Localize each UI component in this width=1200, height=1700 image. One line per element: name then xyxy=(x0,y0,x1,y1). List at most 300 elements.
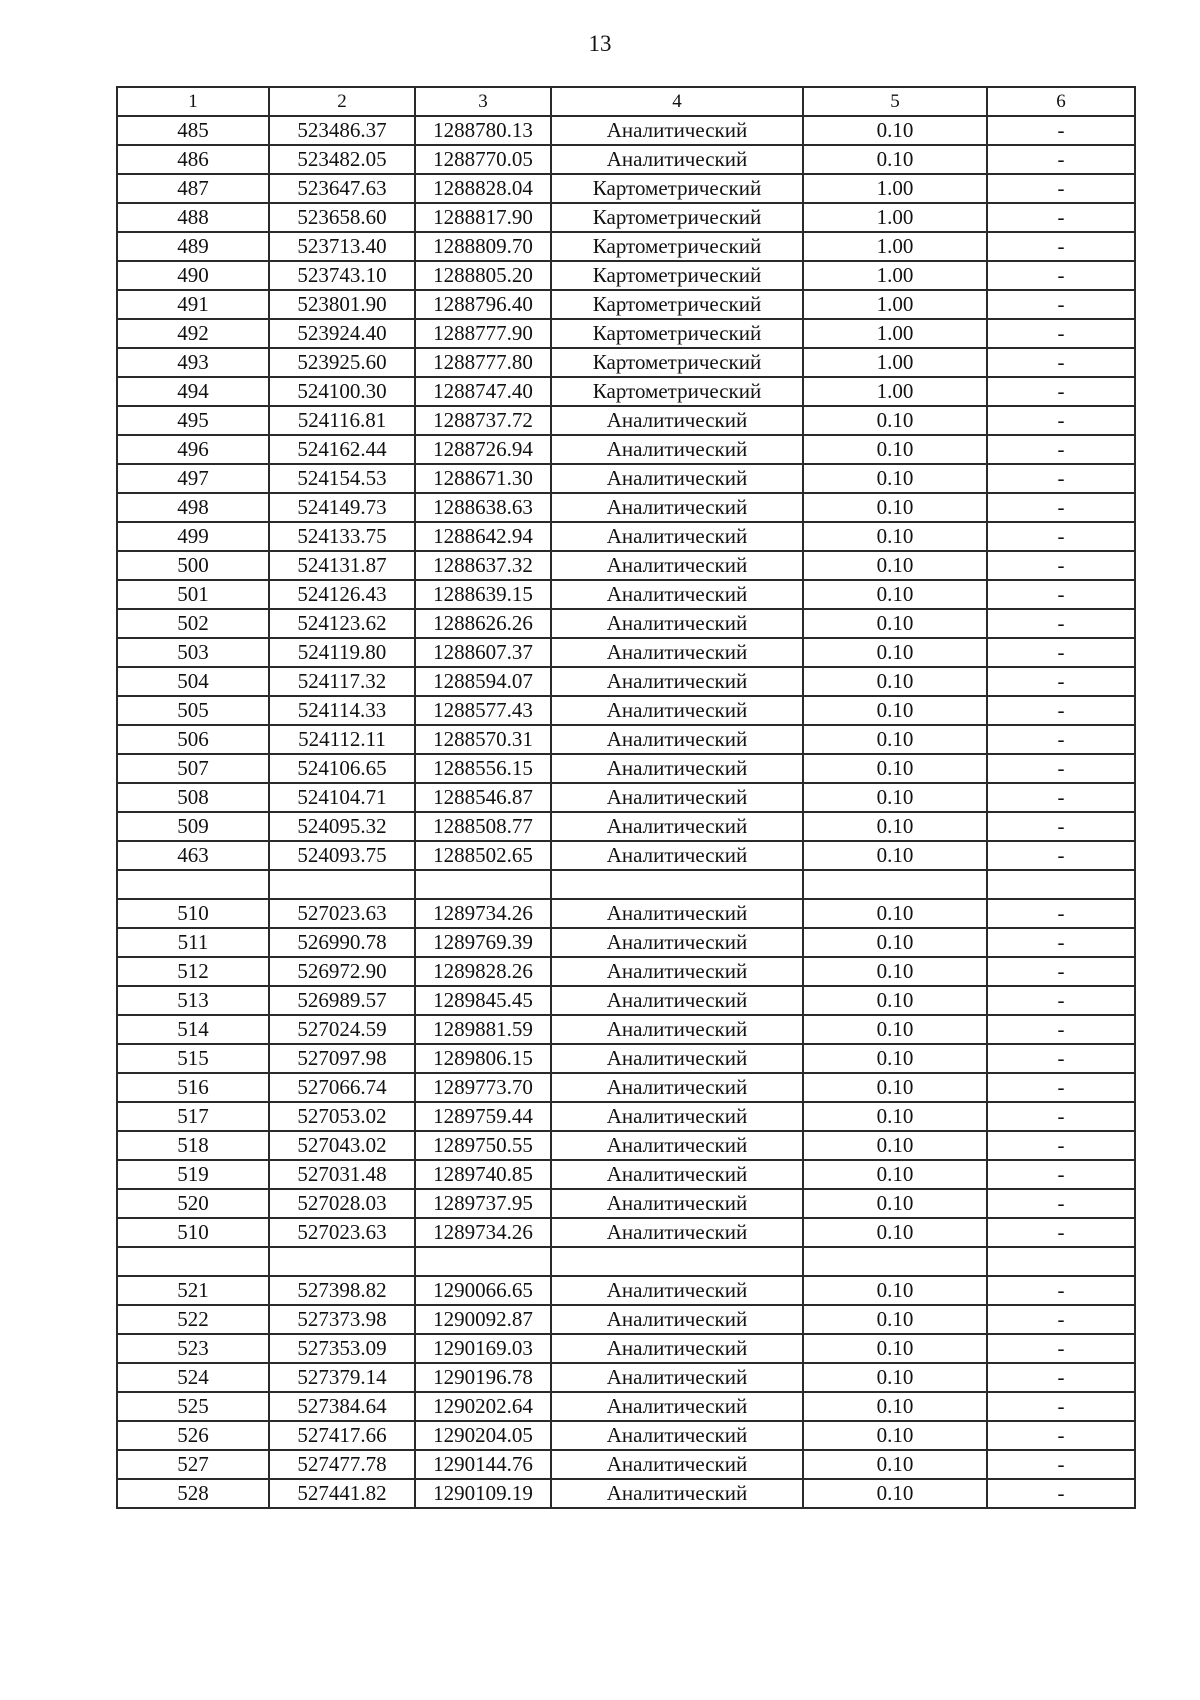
cell-point-number: 502 xyxy=(117,609,269,638)
cell-y-coordinate: 1288777.80 xyxy=(415,348,551,377)
table-row xyxy=(117,406,1135,435)
cell-method: Картометрический xyxy=(551,319,803,348)
cell-description: - xyxy=(987,348,1135,377)
cell-description: - xyxy=(987,174,1135,203)
table-row xyxy=(117,1102,1135,1131)
cell-description xyxy=(987,1247,1135,1276)
cell-y-coordinate: 1288570.31 xyxy=(415,725,551,754)
column-header: 5 xyxy=(803,87,987,116)
cell-x-coordinate: 527384.64 xyxy=(269,1392,415,1421)
cell-method: Аналитический xyxy=(551,609,803,638)
cell-description: - xyxy=(987,1479,1135,1508)
cell-y-coordinate: 1288607.37 xyxy=(415,638,551,667)
cell-y-coordinate: 1288546.87 xyxy=(415,783,551,812)
cell-method: Аналитический xyxy=(551,551,803,580)
table-row xyxy=(117,841,1135,870)
cell-y-coordinate: 1288577.43 xyxy=(415,696,551,725)
cell-description: - xyxy=(987,493,1135,522)
cell-x-coordinate: 524114.33 xyxy=(269,696,415,725)
cell-accuracy: 0.10 xyxy=(803,1363,987,1392)
cell-method: Картометрический xyxy=(551,377,803,406)
cell-method: Аналитический xyxy=(551,1073,803,1102)
cell-accuracy: 1.00 xyxy=(803,232,987,261)
cell-y-coordinate: 1289737.95 xyxy=(415,1189,551,1218)
column-header: 6 xyxy=(987,87,1135,116)
cell-x-coordinate: 527398.82 xyxy=(269,1276,415,1305)
column-header: 2 xyxy=(269,87,415,116)
table-row xyxy=(117,261,1135,290)
cell-y-coordinate: 1289828.26 xyxy=(415,957,551,986)
cell-point-number: 498 xyxy=(117,493,269,522)
cell-accuracy xyxy=(803,870,987,899)
cell-description: - xyxy=(987,638,1135,667)
cell-x-coordinate: 527043.02 xyxy=(269,1131,415,1160)
cell-method: Аналитический xyxy=(551,522,803,551)
cell-accuracy: 0.10 xyxy=(803,1305,987,1334)
cell-x-coordinate: 526990.78 xyxy=(269,928,415,957)
cell-x-coordinate: 524093.75 xyxy=(269,841,415,870)
cell-x-coordinate: 524116.81 xyxy=(269,406,415,435)
cell-description: - xyxy=(987,551,1135,580)
table-row xyxy=(117,1363,1135,1392)
table-row xyxy=(117,1044,1135,1073)
cell-point-number xyxy=(117,1247,269,1276)
table-row xyxy=(117,522,1135,551)
cell-y-coordinate: 1289734.26 xyxy=(415,899,551,928)
cell-description: - xyxy=(987,725,1135,754)
cell-x-coordinate: 524162.44 xyxy=(269,435,415,464)
table-row-separator xyxy=(117,870,1135,899)
cell-y-coordinate: 1288809.70 xyxy=(415,232,551,261)
cell-method: Аналитический xyxy=(551,406,803,435)
cell-accuracy: 0.10 xyxy=(803,638,987,667)
cell-accuracy: 1.00 xyxy=(803,377,987,406)
cell-accuracy xyxy=(803,1247,987,1276)
cell-accuracy: 0.10 xyxy=(803,1276,987,1305)
cell-y-coordinate: 1289845.45 xyxy=(415,986,551,1015)
cell-description: - xyxy=(987,319,1135,348)
cell-point-number: 524 xyxy=(117,1363,269,1392)
table-row xyxy=(117,986,1135,1015)
cell-accuracy: 0.10 xyxy=(803,493,987,522)
cell-y-coordinate: 1288639.15 xyxy=(415,580,551,609)
table-row xyxy=(117,957,1135,986)
table-row xyxy=(117,1131,1135,1160)
cell-point-number: 510 xyxy=(117,899,269,928)
cell-y-coordinate: 1288642.94 xyxy=(415,522,551,551)
cell-y-coordinate: 1288747.40 xyxy=(415,377,551,406)
cell-point-number: 526 xyxy=(117,1421,269,1450)
table-row xyxy=(117,1334,1135,1363)
cell-y-coordinate: 1289740.85 xyxy=(415,1160,551,1189)
cell-x-coordinate: 524131.87 xyxy=(269,551,415,580)
cell-point-number: 507 xyxy=(117,754,269,783)
cell-description: - xyxy=(987,435,1135,464)
table-row xyxy=(117,725,1135,754)
cell-method xyxy=(551,1247,803,1276)
cell-y-coordinate: 1288671.30 xyxy=(415,464,551,493)
cell-method: Аналитический xyxy=(551,1218,803,1247)
cell-y-coordinate: 1288594.07 xyxy=(415,667,551,696)
cell-point-number: 508 xyxy=(117,783,269,812)
cell-point-number: 489 xyxy=(117,232,269,261)
cell-accuracy: 1.00 xyxy=(803,290,987,319)
cell-point-number: 501 xyxy=(117,580,269,609)
cell-method: Аналитический xyxy=(551,464,803,493)
cell-method: Картометрический xyxy=(551,174,803,203)
cell-x-coordinate: 526989.57 xyxy=(269,986,415,1015)
table-row xyxy=(117,435,1135,464)
cell-method: Аналитический xyxy=(551,116,803,145)
cell-x-coordinate: 524119.80 xyxy=(269,638,415,667)
cell-y-coordinate: 1288796.40 xyxy=(415,290,551,319)
cell-method: Аналитический xyxy=(551,1160,803,1189)
cell-method: Аналитический xyxy=(551,899,803,928)
cell-y-coordinate: 1289881.59 xyxy=(415,1015,551,1044)
cell-point-number: 521 xyxy=(117,1276,269,1305)
cell-accuracy: 0.10 xyxy=(803,899,987,928)
cell-accuracy: 0.10 xyxy=(803,1334,987,1363)
cell-point-number: 522 xyxy=(117,1305,269,1334)
cell-y-coordinate: 1288726.94 xyxy=(415,435,551,464)
cell-description: - xyxy=(987,667,1135,696)
cell-accuracy: 0.10 xyxy=(803,1131,987,1160)
cell-x-coordinate: 527441.82 xyxy=(269,1479,415,1508)
table-row xyxy=(117,116,1135,145)
cell-y-coordinate: 1290144.76 xyxy=(415,1450,551,1479)
cell-method: Аналитический xyxy=(551,1479,803,1508)
table-row xyxy=(117,377,1135,406)
cell-accuracy: 0.10 xyxy=(803,1102,987,1131)
cell-method: Аналитический xyxy=(551,638,803,667)
cell-method: Аналитический xyxy=(551,725,803,754)
cell-accuracy: 0.10 xyxy=(803,580,987,609)
cell-point-number: 523 xyxy=(117,1334,269,1363)
cell-method: Аналитический xyxy=(551,783,803,812)
cell-method: Аналитический xyxy=(551,812,803,841)
cell-y-coordinate: 1288828.04 xyxy=(415,174,551,203)
table-row xyxy=(117,464,1135,493)
cell-y-coordinate: 1288737.72 xyxy=(415,406,551,435)
cell-method: Аналитический xyxy=(551,1044,803,1073)
cell-description: - xyxy=(987,1334,1135,1363)
cell-method: Аналитический xyxy=(551,1015,803,1044)
cell-point-number: 504 xyxy=(117,667,269,696)
cell-description: - xyxy=(987,406,1135,435)
cell-accuracy: 0.10 xyxy=(803,1189,987,1218)
table-row xyxy=(117,145,1135,174)
cell-y-coordinate: 1290092.87 xyxy=(415,1305,551,1334)
table-row xyxy=(117,551,1135,580)
table-row xyxy=(117,783,1135,812)
cell-x-coordinate: 527023.63 xyxy=(269,899,415,928)
cell-x-coordinate: 527031.48 xyxy=(269,1160,415,1189)
cell-point-number: 519 xyxy=(117,1160,269,1189)
cell-method: Аналитический xyxy=(551,145,803,174)
cell-point-number: 527 xyxy=(117,1450,269,1479)
cell-method: Аналитический xyxy=(551,696,803,725)
cell-accuracy: 0.10 xyxy=(803,522,987,551)
cell-y-coordinate: 1290202.64 xyxy=(415,1392,551,1421)
cell-accuracy: 0.10 xyxy=(803,1450,987,1479)
cell-method: Картометрический xyxy=(551,261,803,290)
cell-method: Аналитический xyxy=(551,1363,803,1392)
table-row xyxy=(117,1450,1135,1479)
cell-x-coordinate: 523924.40 xyxy=(269,319,415,348)
table-row xyxy=(117,1218,1135,1247)
cell-description: - xyxy=(987,899,1135,928)
table-row xyxy=(117,1015,1135,1044)
cell-method: Аналитический xyxy=(551,1305,803,1334)
cell-point-number: 492 xyxy=(117,319,269,348)
cell-method: Аналитический xyxy=(551,667,803,696)
cell-accuracy: 0.10 xyxy=(803,464,987,493)
cell-description: - xyxy=(987,1450,1135,1479)
cell-description: - xyxy=(987,1189,1135,1218)
cell-x-coordinate: 527024.59 xyxy=(269,1015,415,1044)
cell-y-coordinate: 1290109.19 xyxy=(415,1479,551,1508)
cell-description xyxy=(987,870,1135,899)
cell-accuracy: 0.10 xyxy=(803,696,987,725)
cell-accuracy: 0.10 xyxy=(803,957,987,986)
table-header xyxy=(117,87,1135,116)
cell-x-coordinate: 523486.37 xyxy=(269,116,415,145)
cell-method: Аналитический xyxy=(551,1392,803,1421)
table-row-separator xyxy=(117,1247,1135,1276)
table-header-row xyxy=(117,87,1135,116)
cell-point-number: 463 xyxy=(117,841,269,870)
cell-y-coordinate: 1289734.26 xyxy=(415,1218,551,1247)
cell-method: Аналитический xyxy=(551,1102,803,1131)
cell-y-coordinate: 1288770.05 xyxy=(415,145,551,174)
cell-method: Аналитический xyxy=(551,1189,803,1218)
cell-y-coordinate: 1290196.78 xyxy=(415,1363,551,1392)
table-row xyxy=(117,290,1135,319)
cell-description: - xyxy=(987,232,1135,261)
cell-accuracy: 1.00 xyxy=(803,174,987,203)
cell-accuracy: 1.00 xyxy=(803,348,987,377)
cell-x-coordinate: 523713.40 xyxy=(269,232,415,261)
table-row xyxy=(117,609,1135,638)
cell-x-coordinate: 523743.10 xyxy=(269,261,415,290)
table-body xyxy=(117,116,1135,1508)
cell-description: - xyxy=(987,783,1135,812)
cell-point-number: 511 xyxy=(117,928,269,957)
cell-accuracy: 0.10 xyxy=(803,1479,987,1508)
cell-description: - xyxy=(987,464,1135,493)
cell-description: - xyxy=(987,841,1135,870)
cell-accuracy: 0.10 xyxy=(803,1015,987,1044)
cell-accuracy: 1.00 xyxy=(803,319,987,348)
cell-point-number: 491 xyxy=(117,290,269,319)
cell-y-coordinate xyxy=(415,870,551,899)
cell-point-number: 487 xyxy=(117,174,269,203)
cell-point-number: 499 xyxy=(117,522,269,551)
cell-description: - xyxy=(987,1305,1135,1334)
cell-x-coordinate: 524154.53 xyxy=(269,464,415,493)
cell-point-number: 500 xyxy=(117,551,269,580)
cell-x-coordinate xyxy=(269,870,415,899)
table-row xyxy=(117,1421,1135,1450)
cell-x-coordinate: 524126.43 xyxy=(269,580,415,609)
cell-accuracy: 0.10 xyxy=(803,1392,987,1421)
column-header: 3 xyxy=(415,87,551,116)
cell-description: - xyxy=(987,1218,1135,1247)
cell-y-coordinate: 1288780.13 xyxy=(415,116,551,145)
cell-y-coordinate: 1288638.63 xyxy=(415,493,551,522)
cell-description: - xyxy=(987,928,1135,957)
cell-accuracy: 1.00 xyxy=(803,261,987,290)
cell-method: Аналитический xyxy=(551,493,803,522)
cell-description: - xyxy=(987,1044,1135,1073)
cell-y-coordinate: 1288805.20 xyxy=(415,261,551,290)
cell-point-number: 493 xyxy=(117,348,269,377)
cell-x-coordinate: 526972.90 xyxy=(269,957,415,986)
cell-point-number xyxy=(117,870,269,899)
table-row xyxy=(117,754,1135,783)
cell-y-coordinate: 1288626.26 xyxy=(415,609,551,638)
table-row xyxy=(117,348,1135,377)
cell-method: Аналитический xyxy=(551,1334,803,1363)
cell-point-number: 495 xyxy=(117,406,269,435)
cell-x-coordinate: 527066.74 xyxy=(269,1073,415,1102)
cell-y-coordinate: 1288637.32 xyxy=(415,551,551,580)
cell-description: - xyxy=(987,1160,1135,1189)
cell-accuracy: 0.10 xyxy=(803,667,987,696)
cell-y-coordinate: 1288817.90 xyxy=(415,203,551,232)
table-row xyxy=(117,580,1135,609)
cell-method: Аналитический xyxy=(551,928,803,957)
cell-x-coordinate: 524112.11 xyxy=(269,725,415,754)
cell-description: - xyxy=(987,203,1135,232)
cell-x-coordinate: 523482.05 xyxy=(269,145,415,174)
cell-point-number: 512 xyxy=(117,957,269,986)
cell-point-number: 485 xyxy=(117,116,269,145)
table-row xyxy=(117,696,1135,725)
cell-x-coordinate: 524133.75 xyxy=(269,522,415,551)
cell-point-number: 520 xyxy=(117,1189,269,1218)
cell-method: Картометрический xyxy=(551,348,803,377)
coordinates-table xyxy=(116,86,1136,1509)
cell-point-number: 505 xyxy=(117,696,269,725)
cell-point-number: 518 xyxy=(117,1131,269,1160)
cell-method: Картометрический xyxy=(551,203,803,232)
cell-method: Аналитический xyxy=(551,1131,803,1160)
cell-x-coordinate: 523925.60 xyxy=(269,348,415,377)
cell-x-coordinate: 524117.32 xyxy=(269,667,415,696)
cell-accuracy: 0.10 xyxy=(803,812,987,841)
cell-method: Картометрический xyxy=(551,232,803,261)
cell-accuracy: 0.10 xyxy=(803,1044,987,1073)
table-row xyxy=(117,928,1135,957)
cell-accuracy: 0.10 xyxy=(803,609,987,638)
cell-x-coordinate: 527417.66 xyxy=(269,1421,415,1450)
cell-accuracy: 0.10 xyxy=(803,1073,987,1102)
cell-y-coordinate: 1288556.15 xyxy=(415,754,551,783)
cell-point-number: 525 xyxy=(117,1392,269,1421)
cell-y-coordinate: 1289806.15 xyxy=(415,1044,551,1073)
cell-description: - xyxy=(987,290,1135,319)
cell-accuracy: 0.10 xyxy=(803,783,987,812)
cell-point-number: 486 xyxy=(117,145,269,174)
cell-point-number: 488 xyxy=(117,203,269,232)
cell-y-coordinate: 1288777.90 xyxy=(415,319,551,348)
cell-accuracy: 0.10 xyxy=(803,754,987,783)
cell-accuracy: 0.10 xyxy=(803,551,987,580)
cell-accuracy: 0.10 xyxy=(803,435,987,464)
cell-accuracy: 0.10 xyxy=(803,1421,987,1450)
cell-accuracy: 0.10 xyxy=(803,406,987,435)
cell-x-coordinate: 523647.63 xyxy=(269,174,415,203)
page-number: 13 xyxy=(588,31,612,56)
cell-method: Аналитический xyxy=(551,1450,803,1479)
cell-description: - xyxy=(987,1073,1135,1102)
cell-accuracy: 0.10 xyxy=(803,841,987,870)
cell-point-number: 490 xyxy=(117,261,269,290)
cell-y-coordinate xyxy=(415,1247,551,1276)
cell-x-coordinate: 524123.62 xyxy=(269,609,415,638)
table-row xyxy=(117,203,1135,232)
cell-point-number: 515 xyxy=(117,1044,269,1073)
table-row xyxy=(117,638,1135,667)
cell-x-coordinate: 527353.09 xyxy=(269,1334,415,1363)
cell-y-coordinate: 1289769.39 xyxy=(415,928,551,957)
cell-x-coordinate: 527028.03 xyxy=(269,1189,415,1218)
cell-method: Аналитический xyxy=(551,986,803,1015)
cell-description: - xyxy=(987,1131,1135,1160)
cell-point-number: 516 xyxy=(117,1073,269,1102)
cell-method: Аналитический xyxy=(551,957,803,986)
cell-x-coordinate: 527097.98 xyxy=(269,1044,415,1073)
cell-y-coordinate: 1289773.70 xyxy=(415,1073,551,1102)
table-row xyxy=(117,667,1135,696)
cell-method xyxy=(551,870,803,899)
cell-description: - xyxy=(987,145,1135,174)
cell-method: Аналитический xyxy=(551,435,803,464)
table-row xyxy=(117,1073,1135,1102)
cell-x-coordinate: 523801.90 xyxy=(269,290,415,319)
table-row xyxy=(117,1189,1135,1218)
cell-point-number: 510 xyxy=(117,1218,269,1247)
cell-y-coordinate: 1289759.44 xyxy=(415,1102,551,1131)
cell-description: - xyxy=(987,609,1135,638)
cell-point-number: 513 xyxy=(117,986,269,1015)
cell-x-coordinate: 524104.71 xyxy=(269,783,415,812)
cell-accuracy: 0.10 xyxy=(803,116,987,145)
cell-method: Картометрический xyxy=(551,290,803,319)
cell-method: Аналитический xyxy=(551,754,803,783)
cell-accuracy: 0.10 xyxy=(803,1218,987,1247)
cell-description: - xyxy=(987,1276,1135,1305)
table-row xyxy=(117,174,1135,203)
cell-point-number: 497 xyxy=(117,464,269,493)
cell-description: - xyxy=(987,580,1135,609)
cell-point-number: 496 xyxy=(117,435,269,464)
cell-description: - xyxy=(987,986,1135,1015)
cell-description: - xyxy=(987,1102,1135,1131)
cell-y-coordinate: 1289750.55 xyxy=(415,1131,551,1160)
cell-point-number: 509 xyxy=(117,812,269,841)
cell-description: - xyxy=(987,1363,1135,1392)
cell-description: - xyxy=(987,696,1135,725)
table-row xyxy=(117,899,1135,928)
cell-method: Аналитический xyxy=(551,580,803,609)
table-row xyxy=(117,319,1135,348)
cell-point-number: 494 xyxy=(117,377,269,406)
cell-x-coordinate: 527053.02 xyxy=(269,1102,415,1131)
cell-method: Аналитический xyxy=(551,1421,803,1450)
cell-accuracy: 0.10 xyxy=(803,145,987,174)
